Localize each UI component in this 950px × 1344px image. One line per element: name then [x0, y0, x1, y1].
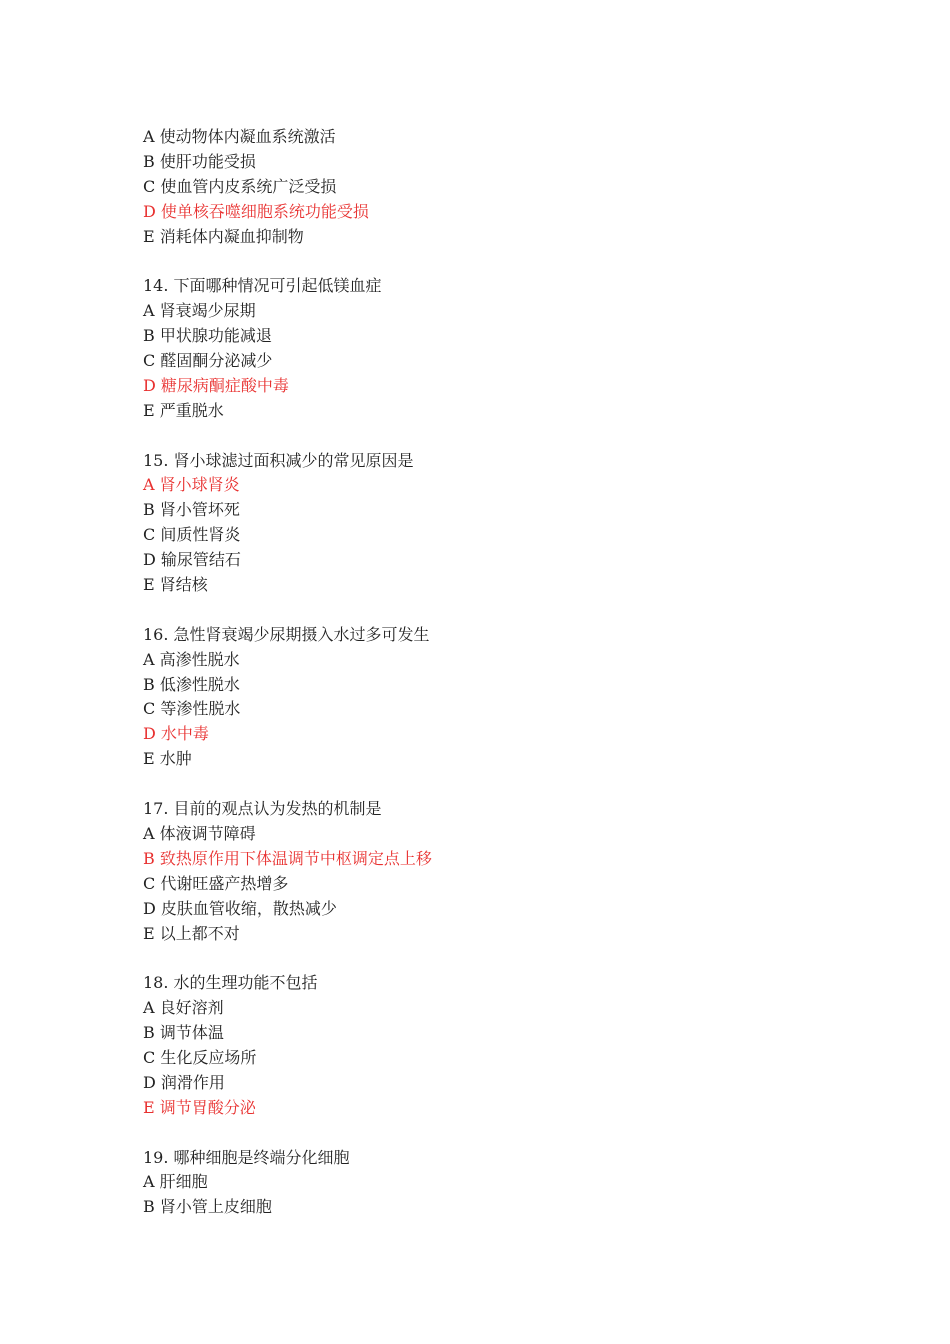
question-13-continued [143, 125, 843, 249]
option-b: B 使肝功能受损 [143, 151, 256, 171]
option-a: A 使动物体内凝血系统激活 [143, 127, 336, 146]
option-c: C 代谢旺盛产热增多 [143, 873, 289, 893]
question-stem: 17. 目前的观点认为发热的机制是 [143, 799, 382, 819]
question-17 [143, 797, 843, 946]
question-stem: 19. 哪种细胞是终端分化细胞 [143, 1147, 350, 1167]
option-b: B 低渗性脱水 [143, 674, 240, 694]
option-c: C 醛固酮分泌减少 [143, 351, 273, 371]
option-c: C 使血管内皮系统广泛受损 [143, 176, 337, 196]
option-a: A 肾衰竭少尿期 [143, 301, 256, 321]
question-16 [143, 623, 843, 772]
option-b: B 肾小管上皮细胞 [143, 1197, 272, 1217]
spacer [143, 772, 843, 797]
option-d-correct: D 糖尿病酮症酸中毒 [143, 375, 289, 395]
option-c: C 间质性肾炎 [143, 525, 241, 545]
question-stem: 14. 下面哪种情况可引起低镁血症 [143, 276, 382, 296]
option-e: E 肾结核 [143, 575, 208, 595]
option-b: B 甲状腺功能减退 [143, 326, 272, 346]
question-stem: 16. 急性肾衰竭少尿期摄入水过多可发生 [143, 624, 430, 644]
spacer [143, 249, 843, 274]
question-18 [143, 971, 843, 1120]
option-d: D 输尿管结石 [143, 550, 241, 570]
option-e: E 以上都不对 [143, 923, 240, 943]
question-14 [143, 274, 843, 423]
option-c: C 等渗性脱水 [143, 699, 241, 719]
option-b: B 调节体温 [143, 1023, 224, 1043]
spacer [143, 424, 843, 449]
question-19 [143, 1146, 843, 1221]
option-e: E 严重脱水 [143, 400, 224, 420]
spacer [143, 946, 843, 971]
question-stem: 15. 肾小球滤过面积减少的常见原因是 [143, 450, 414, 470]
option-c: C 生化反应场所 [143, 1047, 257, 1067]
option-e-correct: E 调节胃酸分泌 [143, 1097, 256, 1117]
option-d: D 润滑作用 [143, 1072, 225, 1092]
option-d-correct: D 使单核吞噬细胞系统功能受损 [143, 201, 369, 221]
option-b-correct: B 致热原作用下体温调节中枢调定点上移 [143, 848, 432, 868]
question-stem: 18. 水的生理功能不包括 [143, 973, 318, 993]
document-page [143, 125, 843, 1220]
spacer [143, 1121, 843, 1146]
option-d-correct: D 水中毒 [143, 724, 209, 744]
option-b: B 肾小管坏死 [143, 500, 240, 520]
option-a: A 体液调节障碍 [143, 823, 256, 843]
option-a: A 良好溶剂 [143, 998, 224, 1018]
option-a-correct: A 肾小球肾炎 [143, 475, 240, 495]
option-d: D 皮肤血管收缩，散热减少 [143, 898, 337, 918]
option-a: A 肝细胞 [143, 1172, 208, 1192]
option-e: E 消耗体内凝血抑制物 [143, 226, 304, 246]
spacer [143, 598, 843, 623]
option-a: A 高渗性脱水 [143, 649, 240, 669]
option-e: E 水肿 [143, 749, 192, 769]
question-15 [143, 449, 843, 598]
